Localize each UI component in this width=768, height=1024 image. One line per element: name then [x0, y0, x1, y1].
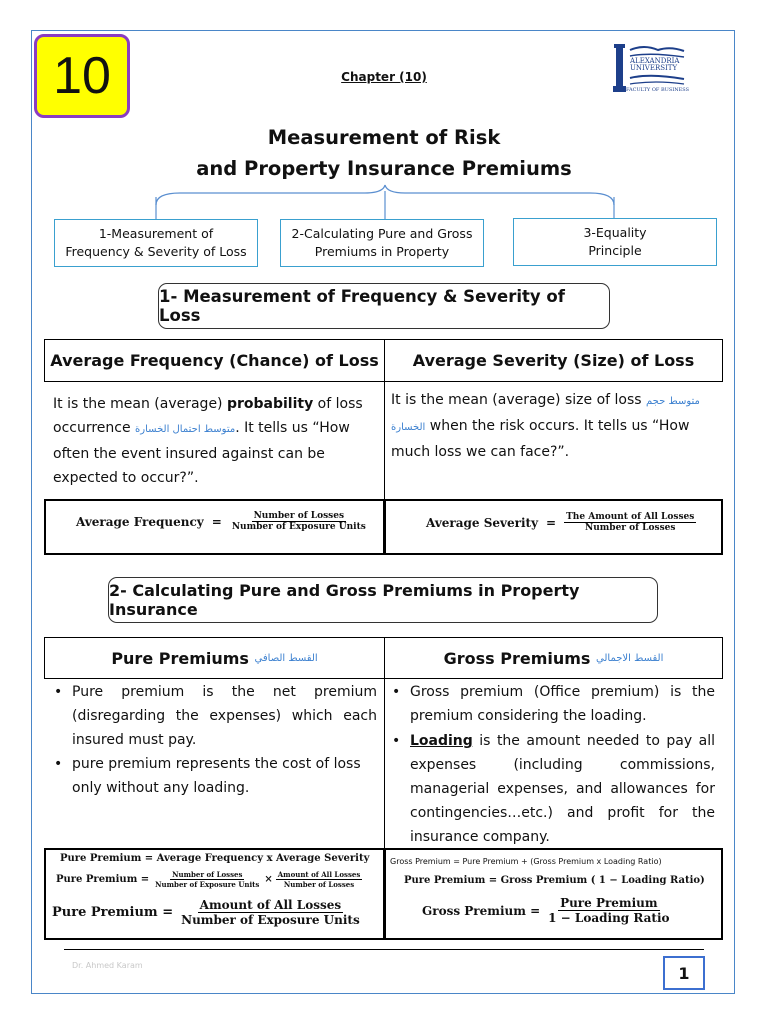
pure-premium-formula-1: Pure Premium = Average Frequency x Average Severity [60, 853, 370, 864]
bullet-dot: • [54, 684, 63, 700]
loading-definition-text: is the amount needed to pay all expenses (including commissions, managerial expenses, and allowances for contingencies…etc.) and profit for the insurance company. [410, 733, 715, 845]
avg-severity-definition [391, 388, 716, 464]
avg-severity-text-1: It is the mean (average) size of loss [391, 392, 647, 408]
formula-fraction [230, 511, 368, 532]
footer-line [64, 949, 704, 950]
chapter-number-badge: 10 [34, 34, 130, 118]
probability-bold-term: probability [226, 396, 314, 412]
pure-premium-bullet [54, 752, 377, 812]
pure-premiums-title: Pure Premiums [111, 648, 249, 668]
pure-premium-bullet-text-2: pure premium represents the cost of loss only without any loading. [72, 756, 361, 796]
gross-premiums-header [384, 637, 723, 679]
bullet-dot: • [392, 733, 401, 749]
title-line-2: and Property Insurance Premiums [196, 157, 572, 180]
topic-2-line-2: Premiums in Property [314, 244, 450, 259]
topic-1-line-2: Frequency & Severity of Loss [65, 244, 247, 259]
logo-line-1: ALEXANDRIA [630, 57, 680, 65]
pure-premium-formula-box [44, 848, 385, 940]
formula-lhs: Average Frequency [76, 514, 204, 529]
fraction-numerator: Number of Losses [253, 511, 345, 521]
pure-premiums-arabic: القسط الصافي [254, 652, 318, 664]
avg-frequency-formula-box [44, 499, 385, 555]
topic-1-line-1: 1-Measurement of [98, 226, 214, 241]
topic-2-line-1: 2-Calculating Pure and Gross [291, 226, 473, 241]
gross-premium-formula-3 [422, 896, 672, 925]
gross-premium-bullet-text-1: Gross premium (Office premium) is the premium considering the loading. [410, 684, 715, 724]
loading-bold-term: Loading [410, 733, 473, 749]
formula-fraction [546, 896, 671, 925]
section-1-divider [384, 381, 385, 499]
topic-3-line-2: Principle [588, 243, 642, 258]
page-title [0, 122, 768, 184]
topic-3-line-1: 3-Equality [583, 225, 647, 240]
gross-premium-formula-1: Gross Premium = Pure Premium + (Gross Premium x Loading Ratio) [390, 857, 662, 866]
fraction-numerator: Pure Premium [560, 896, 658, 910]
fraction-denominator: Number of Losses [584, 523, 676, 533]
bullet-dot: • [54, 756, 63, 772]
pure-premium-formula-2 [56, 870, 362, 889]
fraction-numerator: Number of Losses [172, 870, 243, 879]
formula-fraction [564, 512, 696, 533]
logo-line-2: UNIVERSITY [630, 64, 678, 72]
avg-severity-header: Average Severity (Size) of Loss [384, 339, 723, 382]
chapter-label: Chapter (10) [341, 70, 427, 84]
formula-lhs: Pure Premium = [52, 905, 174, 920]
section-2-heading: 2- Calculating Pure and Gross Premiums in Property Insurance [108, 577, 658, 623]
formula-lhs: Gross Premium = [422, 903, 541, 918]
fraction-denominator: Number of Exposure Units [231, 522, 366, 532]
gross-premium-formula-box [384, 848, 723, 940]
avg-frequency-formula [76, 511, 368, 532]
topic-brace-connector [150, 183, 620, 223]
section-2-divider [384, 678, 385, 848]
fraction-numerator: Amount of All Losses [277, 870, 361, 879]
avg-frequency-text-1: It is the mean (average) [53, 396, 227, 412]
formula-lhs: Average Severity [426, 515, 539, 530]
gross-premiums-arabic: القسط الاجمالي [596, 652, 664, 664]
avg-frequency-header: Average Frequency (Chance) of Loss [44, 339, 385, 382]
avg-frequency-text-2: of loss occurrence [53, 396, 363, 436]
page-number: 1 [663, 956, 705, 990]
fraction-denominator: Number of Losses [283, 880, 355, 889]
gross-premium-formula-2: Pure Premium = Gross Premium ( 1 − Loading Ratio) [404, 875, 705, 886]
formula-fraction [179, 898, 362, 927]
avg-severity-arabic: متوسط حجم الخسارة [391, 396, 700, 433]
fraction-denominator: Number of Exposure Units [181, 913, 360, 927]
fraction-denominator: 1 − Loading Ratio [548, 911, 670, 925]
pure-premium-bullet-text-1: Pure premium is the net premium (disregarding the expenses) which each insured must pay. [72, 684, 377, 748]
loading-definition [410, 729, 715, 849]
author-watermark: Dr. Ahmed Karam [72, 961, 143, 970]
pure-premium-formula-3 [52, 898, 362, 927]
formula-equals: = [546, 515, 557, 530]
formula-equals: = [211, 514, 222, 529]
section-1-heading: 1- Measurement of Frequency & Severity of Loss [158, 283, 610, 329]
avg-severity-text-2: when the risk occurs. It tells us “How much loss we can face?”. [391, 418, 690, 460]
pure-premiums-header [44, 637, 385, 679]
formula-fraction [153, 870, 261, 889]
formula-lhs: Pure Premium = [56, 874, 150, 885]
avg-frequency-arabic: متوسط احتمال الخسارة [135, 424, 236, 435]
avg-severity-formula-box [384, 499, 723, 555]
avg-severity-formula [426, 512, 696, 533]
topic-box-2 [280, 219, 484, 267]
fraction-denominator: Number of Exposure Units [155, 880, 260, 889]
topic-box-1 [54, 219, 258, 267]
gross-premium-bullet [392, 729, 715, 849]
alexandria-university-logo [610, 42, 690, 96]
title-line-1: Measurement of Risk [267, 126, 501, 149]
bullet-dot: • [392, 684, 401, 700]
formula-times: × [264, 874, 273, 885]
avg-frequency-definition [53, 392, 368, 490]
gross-premiums-title: Gross Premiums [443, 648, 591, 668]
avg-frequency-text-3: . It tells us “How often the event insured against can be expected to occur?”. [53, 420, 350, 486]
logo-line-3: FACULTY OF BUSINESS [626, 87, 690, 93]
formula-fraction [276, 870, 363, 889]
topic-box-3 [513, 218, 717, 266]
fraction-numerator: The Amount of All Losses [566, 512, 695, 522]
fraction-numerator: Amount of All Losses [199, 898, 342, 912]
